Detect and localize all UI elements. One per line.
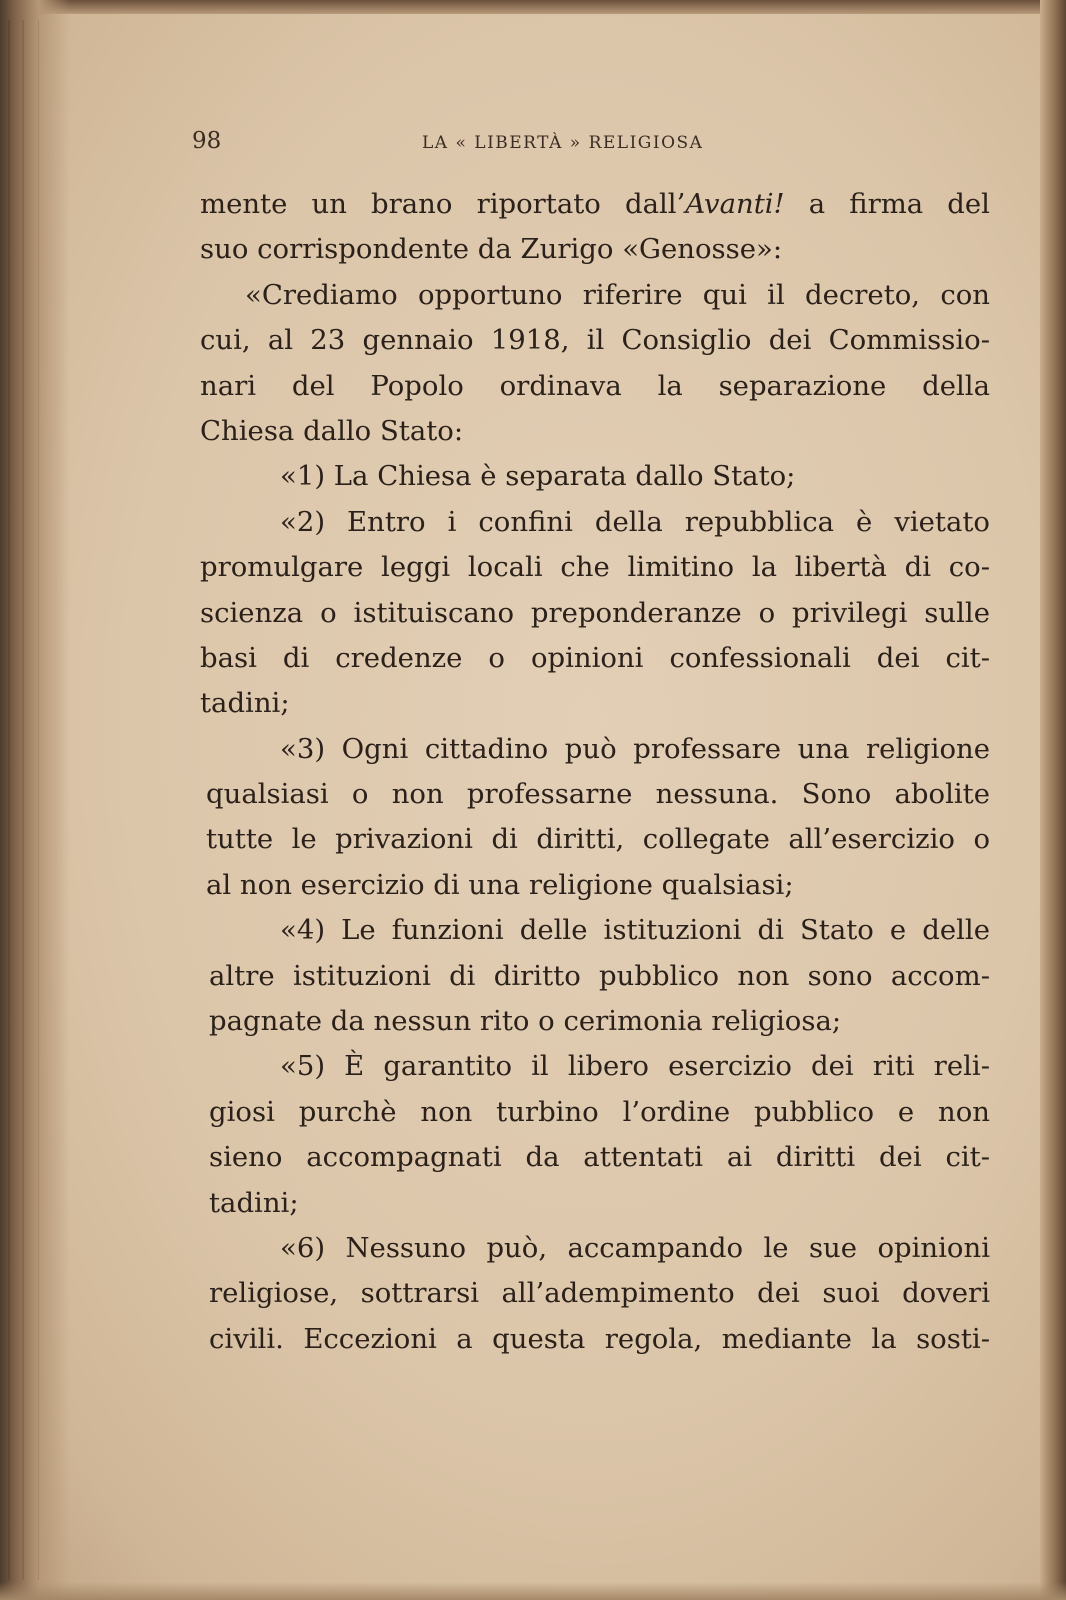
text-line: religiose, sottrarsi all’adempimento dei suoi doveri — [209, 1277, 990, 1310]
running-title: LA « LIBERTÀ » RELIGIOSA — [422, 133, 704, 153]
text-line: tutte le privazioni di diritti, collegate all’esercizio o — [206, 823, 990, 856]
text-line: «Crediamo opportuno riferire qui il decreto, con — [245, 278, 990, 311]
binding-gutter — [0, 0, 70, 1600]
text-line: giosi purchè non turbino l’ordine pubblico e non — [209, 1095, 990, 1128]
text-line: «4) Le funzioni delle istituzioni di Stato e delle — [280, 914, 990, 947]
text-line: scienza o istituiscano preponderanze o privilegi sulle — [200, 596, 990, 629]
text-line: tadini; — [209, 1186, 299, 1219]
text-line: al non esercizio di una religione qualsiasi; — [206, 868, 794, 901]
text-line: nari del Popolo ordinava la separazione della — [200, 369, 990, 402]
page-right-edge — [1040, 0, 1066, 1600]
page-bottom-edge — [0, 1582, 1066, 1600]
text-line: «3) Ogni cittadino può professare una religione — [280, 732, 990, 765]
text-line: Chiesa dallo Stato: — [200, 414, 464, 447]
text-line: suo corrispondente da Zurigo «Genosse»: — [200, 233, 783, 266]
page-header — [192, 128, 782, 162]
text-line — [200, 182, 990, 227]
page-top-edge — [0, 0, 1066, 14]
text-line: «2) Entro i confini della repubblica è vietato — [280, 505, 990, 538]
body-text — [200, 182, 990, 1362]
text-span: mente un brano riportato dall’ — [200, 188, 686, 220]
gutter-line — [8, 20, 10, 1580]
text-line: promulgare leggi locali che limitino la libertà di co- — [200, 551, 990, 584]
text-line: «6) Nessuno può, accampando le sue opinioni — [280, 1231, 990, 1264]
newspaper-title: Avanti! — [685, 188, 785, 220]
text-line: basi di credenze o opinioni confessionali dei cit- — [200, 641, 990, 674]
text-line: cui, al 23 gennaio 1918, il Consiglio dei Commissio- — [200, 324, 990, 357]
text-line: tadini; — [200, 687, 290, 720]
text-line: «5) È garantito il libero esercizio dei riti reli- — [280, 1050, 990, 1083]
gutter-line — [22, 20, 24, 1580]
page-number: 98 — [192, 128, 222, 154]
text-line: «1) La Chiesa è separata dallo Stato; — [280, 460, 796, 493]
gutter-line — [38, 20, 39, 1580]
text-line: qualsiasi o non professarne nessuna. Sono abolite — [206, 778, 990, 811]
text-line: sieno accompagnati da attentati ai diritti dei cit- — [209, 1141, 990, 1174]
text-span: a firma del — [784, 188, 990, 220]
text-line: civili. Eccezioni a questa regola, mediante la sosti- — [209, 1322, 990, 1355]
text-line: altre istituzioni di diritto pubblico non sono accom- — [209, 959, 990, 992]
text-line: pagnate da nessun rito o cerimonia religiosa; — [209, 1005, 842, 1038]
